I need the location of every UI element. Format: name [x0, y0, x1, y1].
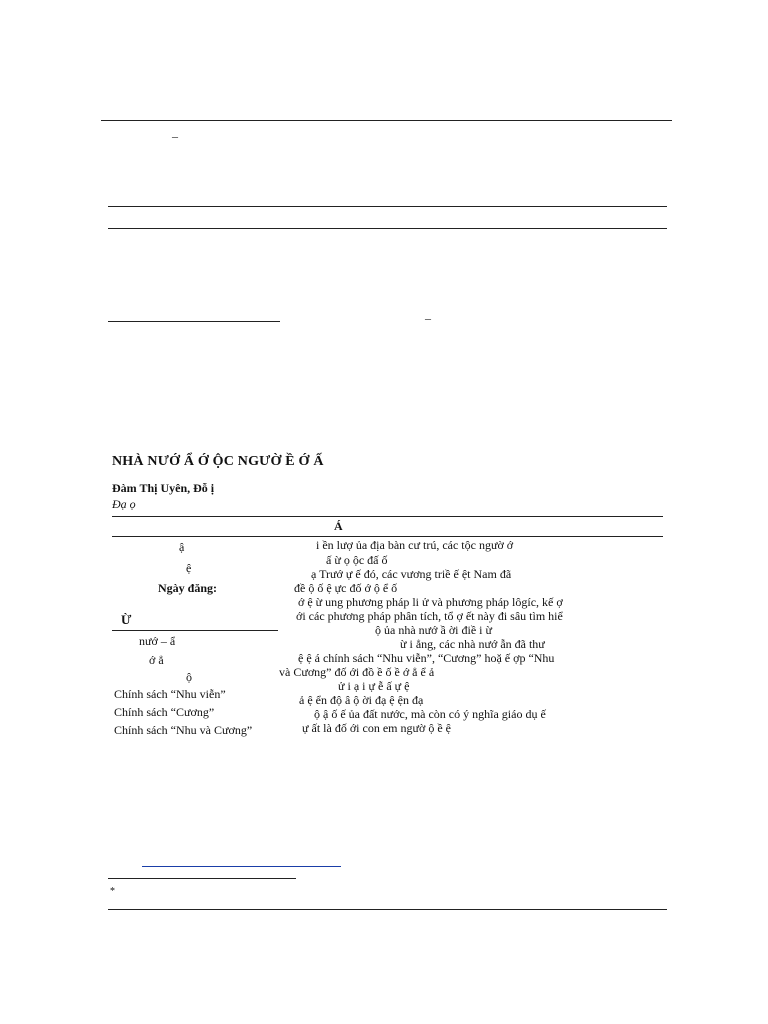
abstract-line: i ền lượ ủa địa bàn cư trú, các tộc ngườ ớ: [316, 538, 514, 552]
info-line: ậ: [179, 540, 185, 554]
abstract-line: ới các phương pháp phân tích, tổ ợ ết này đi sâu tìm hiể: [296, 609, 563, 623]
date-label: Ngày đăng:: [158, 581, 218, 595]
masthead-rule-bottom: [108, 228, 667, 229]
email-link-underline[interactable]: [142, 866, 341, 867]
short-rule: [108, 321, 280, 322]
footnote-rule: [108, 878, 296, 879]
abstract-line: ả ệ ển độ â ộ ời đạ ệ ện đạ: [299, 693, 424, 707]
page-bottom-rule: [108, 909, 667, 910]
masthead-rule-top: [108, 206, 667, 207]
abstract-line: ử i ạ i ự ễ ấ ự ệ: [338, 679, 410, 693]
keyword-item: nướ – ẩ: [139, 634, 176, 648]
abstract-line: ệ ệ á chính sách “Nhu viễn”, “Cương” hoặ ế ợp “Nhu: [298, 651, 555, 665]
abstract-line: đề ộ ố ệ ực đố ớ ộ ể ố: [294, 581, 398, 595]
article-title: NHÀ NƯỚ Ẩ Ớ ỘC NGƯỜ Ề Ớ Ấ: [112, 454, 324, 469]
abstract-line: ạ Trướ ự ế đó, các vương triề ế ệt Nam đã: [311, 567, 512, 581]
author-affiliation: Đạ ọ: [112, 497, 136, 511]
keyword-item: ộ: [186, 670, 192, 684]
abstract-line: ấ ừ ọ ộc đấ ố: [326, 553, 388, 567]
abstract-bottom-rule: [112, 536, 663, 537]
keywords-heading: Ừ: [121, 612, 132, 627]
mid-dash: –: [425, 311, 431, 325]
keyword-item: Chính sách “Nhu viễn”: [114, 687, 226, 701]
keyword-item: ớ ẳ: [149, 653, 164, 667]
keyword-item: Chính sách “Cương”: [114, 705, 215, 719]
footnote-marker: *: [110, 886, 115, 897]
abstract-line: ộ ủa nhà nướ ầ ời điề i ừ: [375, 623, 493, 637]
header-top-rule: [101, 120, 672, 121]
abstract-top-rule: [112, 516, 663, 517]
info-line: ệ: [186, 561, 192, 575]
abstract-line: ự ất là đố ới con em ngườ ộ ề ệ: [302, 721, 451, 735]
abstract-line: ộ ậ ố ế ủa đất nước, mà còn có ý nghĩa giáo dụ ế: [314, 707, 546, 721]
article-authors: Đàm Thị Uyên, Đỗ ị: [112, 481, 215, 495]
abstract-line: và Cương” đố ới đồ ề ố ề ớ ẳ ể ả: [279, 665, 435, 679]
abstract-heading: Á: [334, 519, 343, 533]
keyword-item: Chính sách “Nhu và Cương”: [114, 723, 253, 737]
abstract-line: ừ i ẳng, các nhà nướ ẫn đã thư: [400, 637, 545, 651]
header-dash: –: [172, 129, 178, 143]
keywords-rule: [112, 630, 278, 631]
abstract-line: ớ ệ ừ ung phương pháp li ử và phương pháp lôgíc, kế ợ: [298, 595, 563, 609]
